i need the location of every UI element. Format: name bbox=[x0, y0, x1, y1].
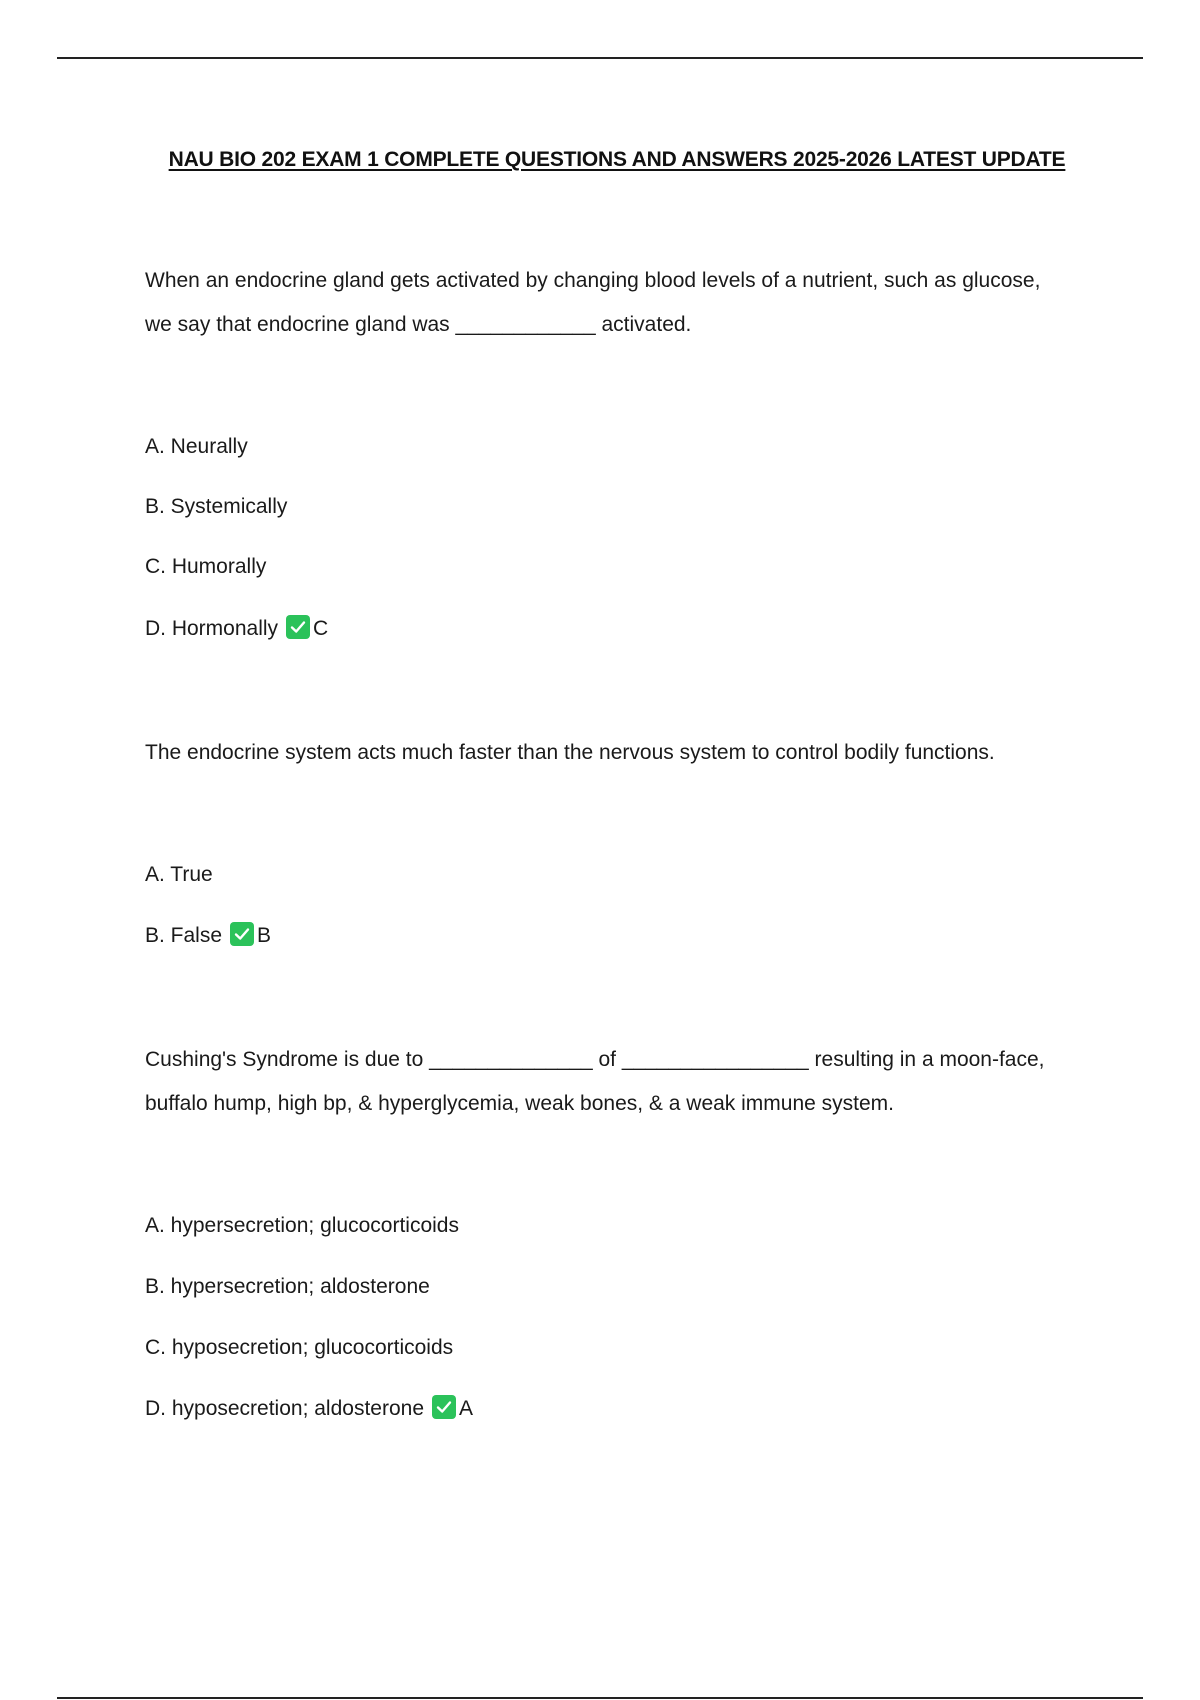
question-1-option-d bbox=[145, 615, 328, 643]
question-2-option-a: A. True bbox=[145, 863, 213, 886]
question-1-option-b: B. Systemically bbox=[145, 495, 288, 518]
question-1-option-a: A. Neurally bbox=[145, 435, 248, 458]
question-2-line-1: The endocrine system acts much faster than the nervous system to control bodily functions. bbox=[145, 741, 995, 764]
check-mark-icon bbox=[286, 615, 310, 639]
question-3-option-d-label: D. hyposecretion; aldosterone bbox=[145, 1397, 424, 1420]
question-3-option-a: A. hypersecretion; glucocorticoids bbox=[145, 1214, 459, 1237]
question-3-option-c: C. hyposecretion; glucocorticoids bbox=[145, 1336, 454, 1359]
question-2 bbox=[145, 731, 1105, 775]
question-1-option-d-label: D. Hormonally bbox=[145, 617, 279, 640]
top-rule bbox=[57, 57, 1143, 59]
question-2-option-b bbox=[145, 922, 271, 950]
question-3 bbox=[145, 1038, 1105, 1126]
question-1-option-c: C. Humorally bbox=[145, 555, 267, 578]
question-3-answer: A bbox=[459, 1397, 474, 1420]
question-3-line-1: Cushing's Syndrome is due to ______________ of ________________ resulting in a moon-face, bbox=[145, 1048, 1045, 1071]
question-1-answer: C bbox=[313, 617, 329, 640]
check-mark-icon bbox=[230, 922, 254, 946]
question-3-line-2: buffalo hump, high bp, & hyperglycemia, weak bones, & a weak immune system. bbox=[145, 1092, 894, 1115]
bottom-rule bbox=[57, 1697, 1143, 1699]
question-1-line-2: we say that endocrine gland was ____________ activated. bbox=[145, 313, 692, 336]
document-title: NAU BIO 202 EXAM 1 COMPLETE QUESTIONS AND ANSWERS 2025-2026 LATEST UPDATE bbox=[168, 148, 1066, 171]
question-1-line-1: When an endocrine gland gets activated by changing blood levels of a nutrient, such as glucose, bbox=[145, 269, 1041, 292]
question-2-answer: B bbox=[257, 924, 272, 947]
question-3-option-b: B. hypersecretion; aldosterone bbox=[145, 1275, 430, 1298]
question-3-option-d bbox=[145, 1395, 473, 1423]
check-mark-icon bbox=[432, 1395, 456, 1419]
question-2-option-b-label: B. False bbox=[145, 924, 223, 947]
question-1 bbox=[145, 259, 1105, 347]
